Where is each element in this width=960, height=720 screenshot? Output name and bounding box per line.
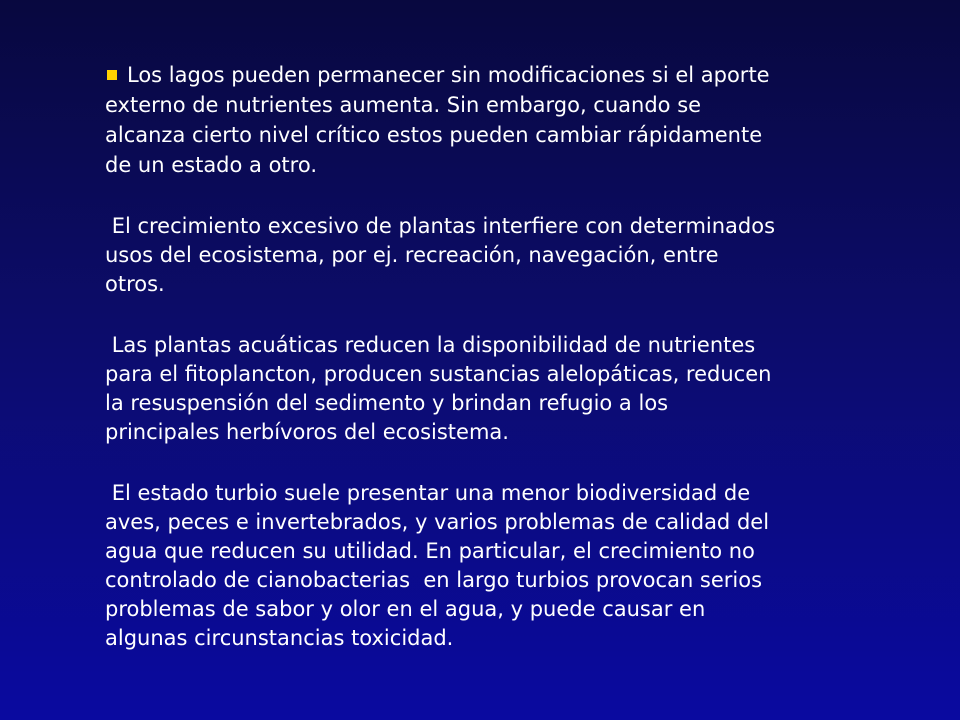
paragraph-4-line-3: agua que reducen su utilidad. En particular, el crecimiento no (105, 539, 755, 563)
paragraph-2-line-3: otros. (105, 272, 165, 296)
paragraph-1-line-3: alcanza cierto nivel crítico estos pueden cambiar rápidamente (105, 123, 763, 147)
paragraph-2-line-1: El crecimiento excesivo de plantas interfiere con determinados (105, 214, 776, 238)
paragraph-4-line-6: algunas circunstancias toxicidad. (105, 626, 454, 650)
slide-body (105, 60, 865, 685)
paragraph-4-line-5: problemas de sabor y olor en el agua, y puede causar en (105, 597, 706, 621)
bullet-square-icon (107, 70, 117, 80)
paragraph-1 (105, 60, 865, 180)
paragraph-2-line-2: usos del ecosistema, por ej. recreación, navegación, entre (105, 243, 719, 267)
paragraph-4-line-1: El estado turbio suele presentar una menor biodiversidad de (105, 481, 751, 505)
paragraph-3-line-3: la resuspensión del sedimento y brindan refugio a los (105, 391, 669, 415)
paragraph-3-line-1: Las plantas acuáticas reducen la disponibilidad de nutrientes (105, 333, 756, 357)
paragraph-2 (105, 212, 865, 299)
paragraph-1-line-2: externo de nutrientes aumenta. Sin embargo, cuando se (105, 93, 702, 117)
paragraph-3-line-2: para el fitoplancton, producen sustancias alelopáticas, reducen (105, 362, 772, 386)
paragraph-4-line-4: controlado de cianobacterias en largo turbios provocan serios (105, 568, 763, 592)
paragraph-1-line-1: Los lagos pueden permanecer sin modificaciones si el aporte (127, 63, 770, 87)
paragraph-3 (105, 331, 865, 447)
paragraph-4-line-2: aves, peces e invertebrados, y varios problemas de calidad del (105, 510, 770, 534)
paragraph-1-line-4: de un estado a otro. (105, 153, 317, 177)
paragraph-3-line-4: principales herbívoros del ecosistema. (105, 420, 509, 444)
paragraph-4 (105, 479, 865, 653)
